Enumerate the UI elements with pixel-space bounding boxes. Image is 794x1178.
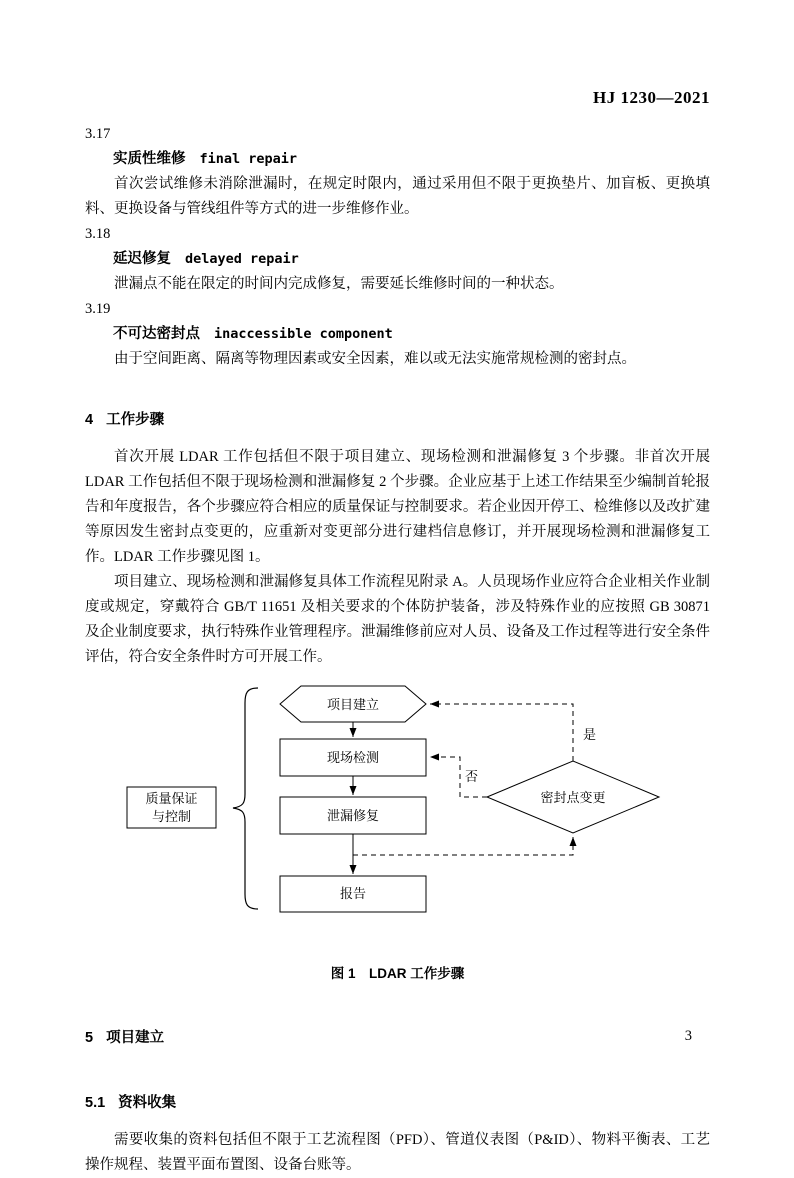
node-report-label: 报告 xyxy=(339,886,367,901)
section-5-heading xyxy=(85,1026,710,1047)
work-steps-paragraph-1: 首次开展 LDAR 工作包括但不限于项目建立、现场检测和泄漏修复 3 个步骤。非首次开展 LDAR 工作包括但不限于现场检测和泄漏修复 2 个步骤。企业应基于上述工作结果至少编制首轮报告和年度报告，各个步骤应符合相应的质量保证与控制要求。若企业因开停工、检维修以及改扩建等原因发生密封点变更的，应重新对变更部分进行建档信息修订，并开展现场检测和泄漏修复工作。LDAR 工作步骤见图 1。 xyxy=(85,449,710,565)
work-steps-paragraph-2: 项目建立、现场检测和泄漏修复具体工作流程见附录 A。人员现场作业应符合企业相关作业制度或规定，穿戴符合 GB/T 11651 及相关要求的个体防护装备，涉及特殊作业的应按照 GB 30871 及企业制度要求，执行特殊作业管理程序。泄漏维修前应对人员、设备及工作过程等进行安全条件评估，符合安全条件时方可开展工作。 xyxy=(85,574,710,665)
term-en: final repair xyxy=(199,151,298,167)
term-zh: 实质性维修 xyxy=(113,151,186,167)
document-page xyxy=(85,88,710,1178)
term-definition: 由于空间距离、隔离等物理因素或安全因素，难以或无法实施常规检测的密封点。 xyxy=(114,351,636,367)
term-number: 3.18 xyxy=(85,226,111,242)
term-item xyxy=(85,122,710,222)
heading-title: 工作步骤 xyxy=(106,412,165,428)
heading-title: 资料收集 xyxy=(118,1095,177,1111)
term-definition: 首次尝试维修未消除泄漏时，在规定时限内，通过采用但不限于更换垫片、加盲板、更换填料、更换设备与管线组件等方式的进一步维修作业。 xyxy=(85,176,710,217)
section-5-1-heading xyxy=(85,1091,710,1112)
ldar-flowchart xyxy=(85,682,710,982)
heading-title: 项目建立 xyxy=(106,1030,165,1046)
yes-label: 是 xyxy=(583,727,597,742)
node-detection-label: 现场检测 xyxy=(326,750,380,765)
term-item xyxy=(85,297,710,372)
section-4-heading xyxy=(85,408,710,429)
flowchart-caption: 图 1 LDAR 工作步骤 xyxy=(330,966,465,981)
heading-number: 4 xyxy=(85,412,94,428)
term-en: inaccessible component xyxy=(214,326,393,342)
term-title xyxy=(113,247,710,272)
term-zh: 延迟修复 xyxy=(113,251,171,267)
doc-number: HJ 1230—2021 xyxy=(593,88,710,107)
term-zh: 不可达密封点 xyxy=(113,326,200,342)
term-en: delayed repair xyxy=(185,251,299,267)
node-decision-label: 密封点变更 xyxy=(540,790,606,805)
qa-brace xyxy=(233,688,258,909)
node-qa-label: 质量保证与控制 xyxy=(145,790,198,824)
edge-repair-to-decision xyxy=(353,837,573,855)
edge-decision-yes-to-project xyxy=(430,704,573,761)
term-number: 3.19 xyxy=(85,301,111,317)
data-collection-paragraph: 需要收集的资料包括但不限于工艺流程图（PFD）、管道仪表图（P&ID）、物料平衡表、工艺操作规程、装置平面布置图、设备台账等。 xyxy=(85,1132,710,1173)
flowchart-svg xyxy=(85,682,710,937)
heading-number: 5 xyxy=(85,1030,94,1046)
term-title xyxy=(113,147,710,172)
edge-decision-no-to-detection xyxy=(430,757,487,797)
node-qa-label-wrap xyxy=(127,787,216,828)
term-item xyxy=(85,222,710,297)
term-number: 3.17 xyxy=(85,126,111,142)
heading-number: 5.1 xyxy=(85,1095,106,1111)
node-project-label: 项目建立 xyxy=(326,697,380,712)
term-title xyxy=(113,322,710,347)
term-definition: 泄漏点不能在限定的时间内完成修复，需要延长维修时间的一种状态。 xyxy=(114,276,564,292)
node-repair-label: 泄漏修复 xyxy=(326,808,380,823)
no-label: 否 xyxy=(465,769,479,784)
page-number: 3 xyxy=(684,1028,692,1044)
